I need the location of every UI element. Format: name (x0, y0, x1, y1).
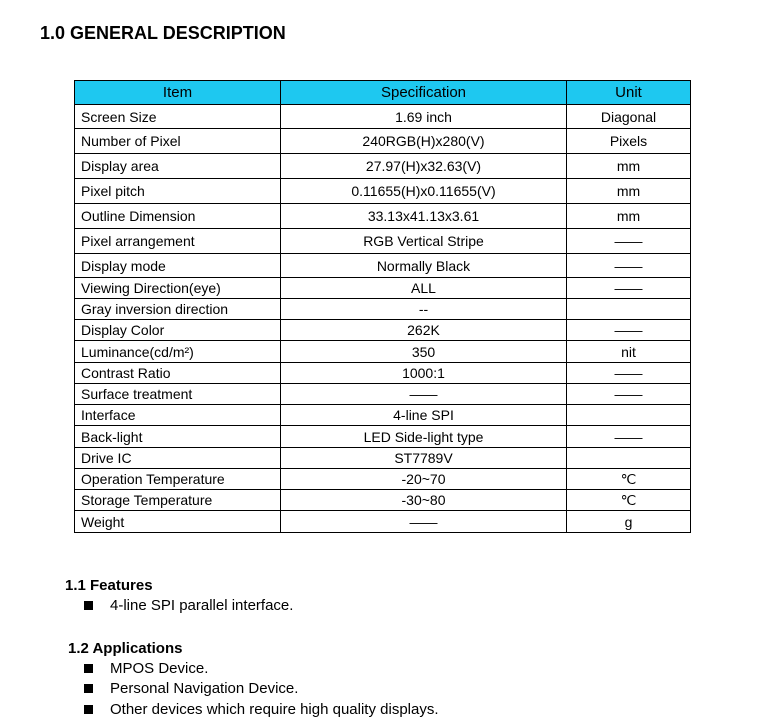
table-row (75, 278, 691, 299)
item-cell: Display area (75, 154, 281, 179)
item-cell: Display mode (75, 254, 281, 278)
unit-cell: Pixels (567, 129, 691, 154)
item-cell: Viewing Direction(eye) (75, 278, 281, 299)
bullet-square-icon (84, 684, 93, 693)
item-cell: Screen Size (75, 105, 281, 129)
header-item: Item (75, 81, 281, 105)
spec-table (74, 80, 691, 533)
application-text: Personal Navigation Device. (110, 680, 299, 697)
item-cell: Pixel arrangement (75, 229, 281, 254)
unit-cell (567, 448, 691, 469)
specification-cell: 1.69 inch (281, 105, 567, 129)
unit-cell: Diagonal (567, 105, 691, 129)
unit-cell: —— (567, 320, 691, 341)
item-cell: Luminance(cd/m²) (75, 341, 281, 363)
unit-cell: mm (567, 204, 691, 229)
unit-cell (567, 299, 691, 320)
unit-cell: ℃ (567, 469, 691, 490)
table-row (75, 204, 691, 229)
bullet-square-icon (84, 664, 93, 673)
unit-cell: —— (567, 254, 691, 278)
specification-cell: Normally Black (281, 254, 567, 278)
specification-cell: 0.11655(H)x0.11655(V) (281, 179, 567, 204)
table-header-row (75, 81, 691, 105)
unit-cell: ℃ (567, 490, 691, 511)
item-cell: Pixel pitch (75, 179, 281, 204)
item-cell: Contrast Ratio (75, 363, 281, 384)
header-unit: Unit (567, 81, 691, 105)
specification-cell: -20~70 (281, 469, 567, 490)
unit-cell: —— (567, 229, 691, 254)
specification-cell: 4-line SPI (281, 405, 567, 426)
unit-cell (567, 405, 691, 426)
table-row (75, 405, 691, 426)
table-row (75, 129, 691, 154)
unit-cell: —— (567, 426, 691, 448)
item-cell: Gray inversion direction (75, 299, 281, 320)
specification-cell: -30~80 (281, 490, 567, 511)
specification-cell: 350 (281, 341, 567, 363)
item-cell: Back-light (75, 426, 281, 448)
table-body (75, 105, 691, 533)
list-item (84, 597, 293, 614)
table-row (75, 341, 691, 363)
table-row (75, 511, 691, 533)
specification-cell: 1000:1 (281, 363, 567, 384)
item-cell: Interface (75, 405, 281, 426)
item-cell: Operation Temperature (75, 469, 281, 490)
unit-cell: —— (567, 363, 691, 384)
bullet-square-icon (84, 601, 93, 610)
bullet-square-icon (84, 705, 93, 714)
feature-text: 4-line SPI parallel interface. (110, 597, 294, 614)
table-row (75, 154, 691, 179)
item-cell: Surface treatment (75, 384, 281, 405)
specification-cell: 240RGB(H)x280(V) (281, 129, 567, 154)
table-row (75, 469, 691, 490)
table-row (75, 363, 691, 384)
item-cell: Display Color (75, 320, 281, 341)
unit-cell: —— (567, 278, 691, 299)
specification-cell: 262K (281, 320, 567, 341)
unit-cell: g (567, 511, 691, 533)
table-row (75, 179, 691, 204)
specification-cell: ALL (281, 278, 567, 299)
application-text: MPOS Device. (110, 660, 209, 677)
unit-cell: nit (567, 341, 691, 363)
unit-cell: mm (567, 154, 691, 179)
specification-cell: —— (281, 384, 567, 405)
header-specification: Specification (281, 81, 567, 105)
table-row (75, 384, 691, 405)
item-cell: Weight (75, 511, 281, 533)
table-row (75, 229, 691, 254)
specification-cell: -- (281, 299, 567, 320)
specification-cell: RGB Vertical Stripe (281, 229, 567, 254)
item-cell: Number of Pixel (75, 129, 281, 154)
item-cell: Storage Temperature (75, 490, 281, 511)
specification-cell: 33.13x41.13x3.61 (281, 204, 567, 229)
specification-cell: 27.97(H)x32.63(V) (281, 154, 567, 179)
list-item (84, 660, 208, 677)
application-text: Other devices which require high quality displays. (110, 701, 439, 718)
specification-cell: —— (281, 511, 567, 533)
unit-cell: mm (567, 179, 691, 204)
unit-cell: —— (567, 384, 691, 405)
list-item (84, 680, 298, 697)
features-heading: 1.1 Features (65, 577, 153, 594)
table-row (75, 320, 691, 341)
table-row (75, 490, 691, 511)
table-row (75, 105, 691, 129)
item-cell: Drive IC (75, 448, 281, 469)
applications-heading: 1.2 Applications (68, 640, 183, 657)
specification-cell: LED Side-light type (281, 426, 567, 448)
table-row (75, 254, 691, 278)
item-cell: Outline Dimension (75, 204, 281, 229)
list-item (84, 701, 439, 718)
page-title: 1.0 GENERAL DESCRIPTION (40, 23, 286, 43)
table-row (75, 448, 691, 469)
table-row (75, 426, 691, 448)
table-row (75, 299, 691, 320)
specification-cell: ST7789V (281, 448, 567, 469)
